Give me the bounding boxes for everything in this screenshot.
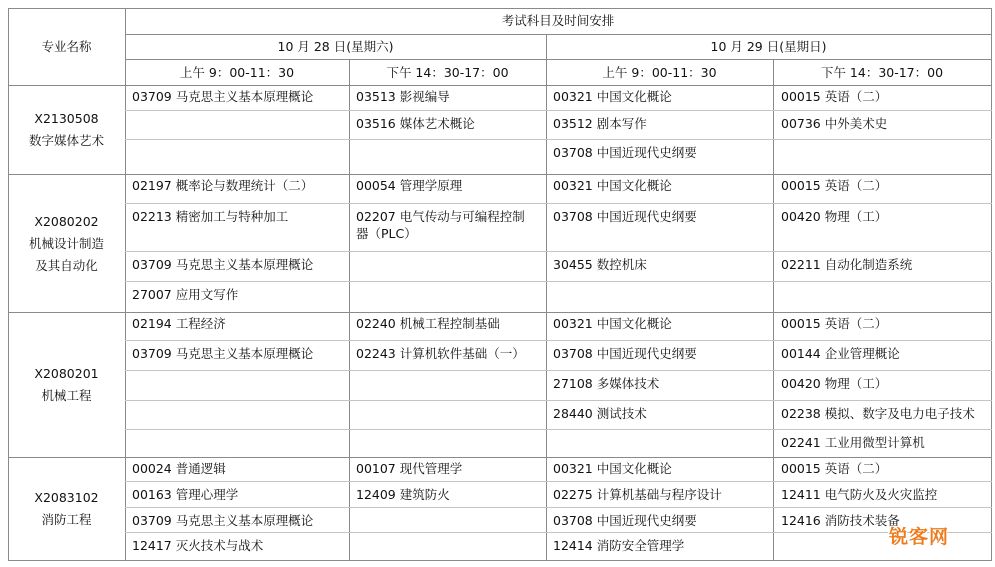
table-gridline-h <box>125 429 992 430</box>
table-gridline-h <box>125 139 992 140</box>
day1-pm-header: 下午 14：30-17：00 <box>386 65 509 80</box>
table-gridline-v <box>8 8 9 561</box>
subject-entry: 00163 管理心理学 <box>132 487 239 502</box>
watermark-logo: 锐客网 <box>888 526 949 548</box>
major-name: 数字媒体艺术 <box>28 133 104 148</box>
subject-entry: 00144 企业管理概论 <box>781 346 900 361</box>
subject-entry: 03708 中国近现代史纲要 <box>553 346 697 361</box>
table-gridline-h <box>125 400 992 401</box>
table-gridline-h <box>8 312 992 313</box>
subject-entry: 器（PLC） <box>356 226 417 241</box>
table-gridline-h <box>125 34 992 35</box>
subject-entry: 02213 精密加工与特种加工 <box>132 209 289 224</box>
major-name: 机械设计制造 <box>28 236 104 251</box>
table-gridline-h <box>125 59 992 60</box>
table-gridline-h <box>8 8 992 9</box>
subject-entry: 02238 模拟、数字及电力电子技术 <box>781 406 975 421</box>
table-gridline-v <box>773 59 774 561</box>
subject-entry: 00107 现代管理学 <box>356 461 463 476</box>
subject-entry: 12417 灭火技术与战术 <box>132 538 264 553</box>
major-name: 消防工程 <box>41 512 92 527</box>
subject-entry: 03516 媒体艺术概论 <box>356 116 475 131</box>
day2-am-header: 上午 9：00-11：30 <box>602 65 717 80</box>
subject-entry: 27108 多媒体技术 <box>553 376 660 391</box>
subject-entry: 03709 马克思主义基本原理概论 <box>132 346 314 361</box>
subject-entry: 30455 数控机床 <box>553 257 647 272</box>
subject-entry: 02211 自动化制造系统 <box>781 257 913 272</box>
day2-header: 10 月 29 日(星期日) <box>710 39 827 54</box>
subject-entry: 00321 中国文化概论 <box>553 178 672 193</box>
subject-entry: 02207 电气传动与可编程控制 <box>356 209 525 224</box>
table-gridline-h <box>125 281 992 282</box>
major-code: X2083102 <box>34 490 99 505</box>
subject-entry: 00420 物理（工） <box>781 209 888 224</box>
subject-entry: 02194 工程经济 <box>132 316 226 331</box>
table-gridline-v <box>349 59 350 561</box>
subject-entry: 03512 剧本写作 <box>553 116 647 131</box>
subject-entry: 02243 计算机软件基础（一） <box>356 346 525 361</box>
major-code: X2080202 <box>34 214 99 229</box>
table-gridline-h <box>125 340 992 341</box>
table-gridline-h <box>125 203 992 204</box>
subject-entry: 03708 中国近现代史纲要 <box>553 209 697 224</box>
day2-pm-header: 下午 14：30-17：00 <box>820 65 944 80</box>
subject-entry: 00024 普通逻辑 <box>132 461 226 476</box>
table-gridline-h <box>125 251 992 252</box>
major-name-header: 专业名称 <box>41 39 92 54</box>
subject-entry: 00321 中国文化概论 <box>553 461 672 476</box>
subject-entry: 02240 机械工程控制基础 <box>356 316 500 331</box>
subject-entry: 02197 概率论与数理统计（二） <box>132 178 314 193</box>
subject-entry: 00054 管理学原理 <box>356 178 463 193</box>
subject-entry: 00015 英语（二） <box>781 316 888 331</box>
table-gridline-h <box>125 110 992 111</box>
subject-entry: 03513 影视编导 <box>356 89 450 104</box>
subject-entry: 00420 物理（工） <box>781 376 888 391</box>
subject-entry: 03709 马克思主义基本原理概论 <box>132 89 314 104</box>
table-gridline-h <box>8 560 992 561</box>
subject-entry: 12416 消防技术装备 <box>781 513 900 528</box>
table-gridline-h <box>8 174 992 175</box>
table-gridline-h <box>125 481 992 482</box>
major-code: X2130508 <box>34 111 99 126</box>
subject-entry: 00736 中外美术史 <box>781 116 888 131</box>
subject-entry: 28440 测试技术 <box>553 406 647 421</box>
subject-entry: 03709 马克思主义基本原理概论 <box>132 513 314 528</box>
major-code: X2080201 <box>34 366 99 381</box>
table-gridline-h <box>8 457 992 458</box>
subject-entry: 00015 英语（二） <box>781 89 888 104</box>
major-name: 及其自动化 <box>35 258 98 273</box>
subject-entry: 00015 英语（二） <box>781 461 888 476</box>
day1-am-header: 上午 9：00-11：30 <box>179 65 295 80</box>
subject-entry: 02275 计算机基础与程序设计 <box>553 487 722 502</box>
table-gridline-v <box>125 8 126 561</box>
subject-entry: 00321 中国文化概论 <box>553 316 672 331</box>
major-name: 机械工程 <box>41 388 92 403</box>
subject-entry: 03709 马克思主义基本原理概论 <box>132 257 314 272</box>
schedule-title-header: 考试科目及时间安排 <box>501 13 615 28</box>
subject-entry: 12411 电气防火及火灾监控 <box>781 487 938 502</box>
subject-entry: 12414 消防安全管理学 <box>553 538 685 553</box>
subject-entry: 02241 工业用微型计算机 <box>781 435 925 450</box>
subject-entry: 12409 建筑防火 <box>356 487 450 502</box>
subject-entry: 03708 中国近现代史纲要 <box>553 513 697 528</box>
table-gridline-v <box>991 8 992 561</box>
table-gridline-h <box>125 370 992 371</box>
day1-header: 10 月 28 日(星期六) <box>277 39 394 54</box>
table-gridline-h <box>125 532 992 533</box>
table-gridline-h <box>125 507 992 508</box>
subject-entry: 27007 应用文写作 <box>132 287 239 302</box>
subject-entry: 00015 英语（二） <box>781 178 888 193</box>
table-gridline-h <box>8 85 992 86</box>
subject-entry: 00321 中国文化概论 <box>553 89 672 104</box>
subject-entry: 03708 中国近现代史纲要 <box>553 145 697 160</box>
